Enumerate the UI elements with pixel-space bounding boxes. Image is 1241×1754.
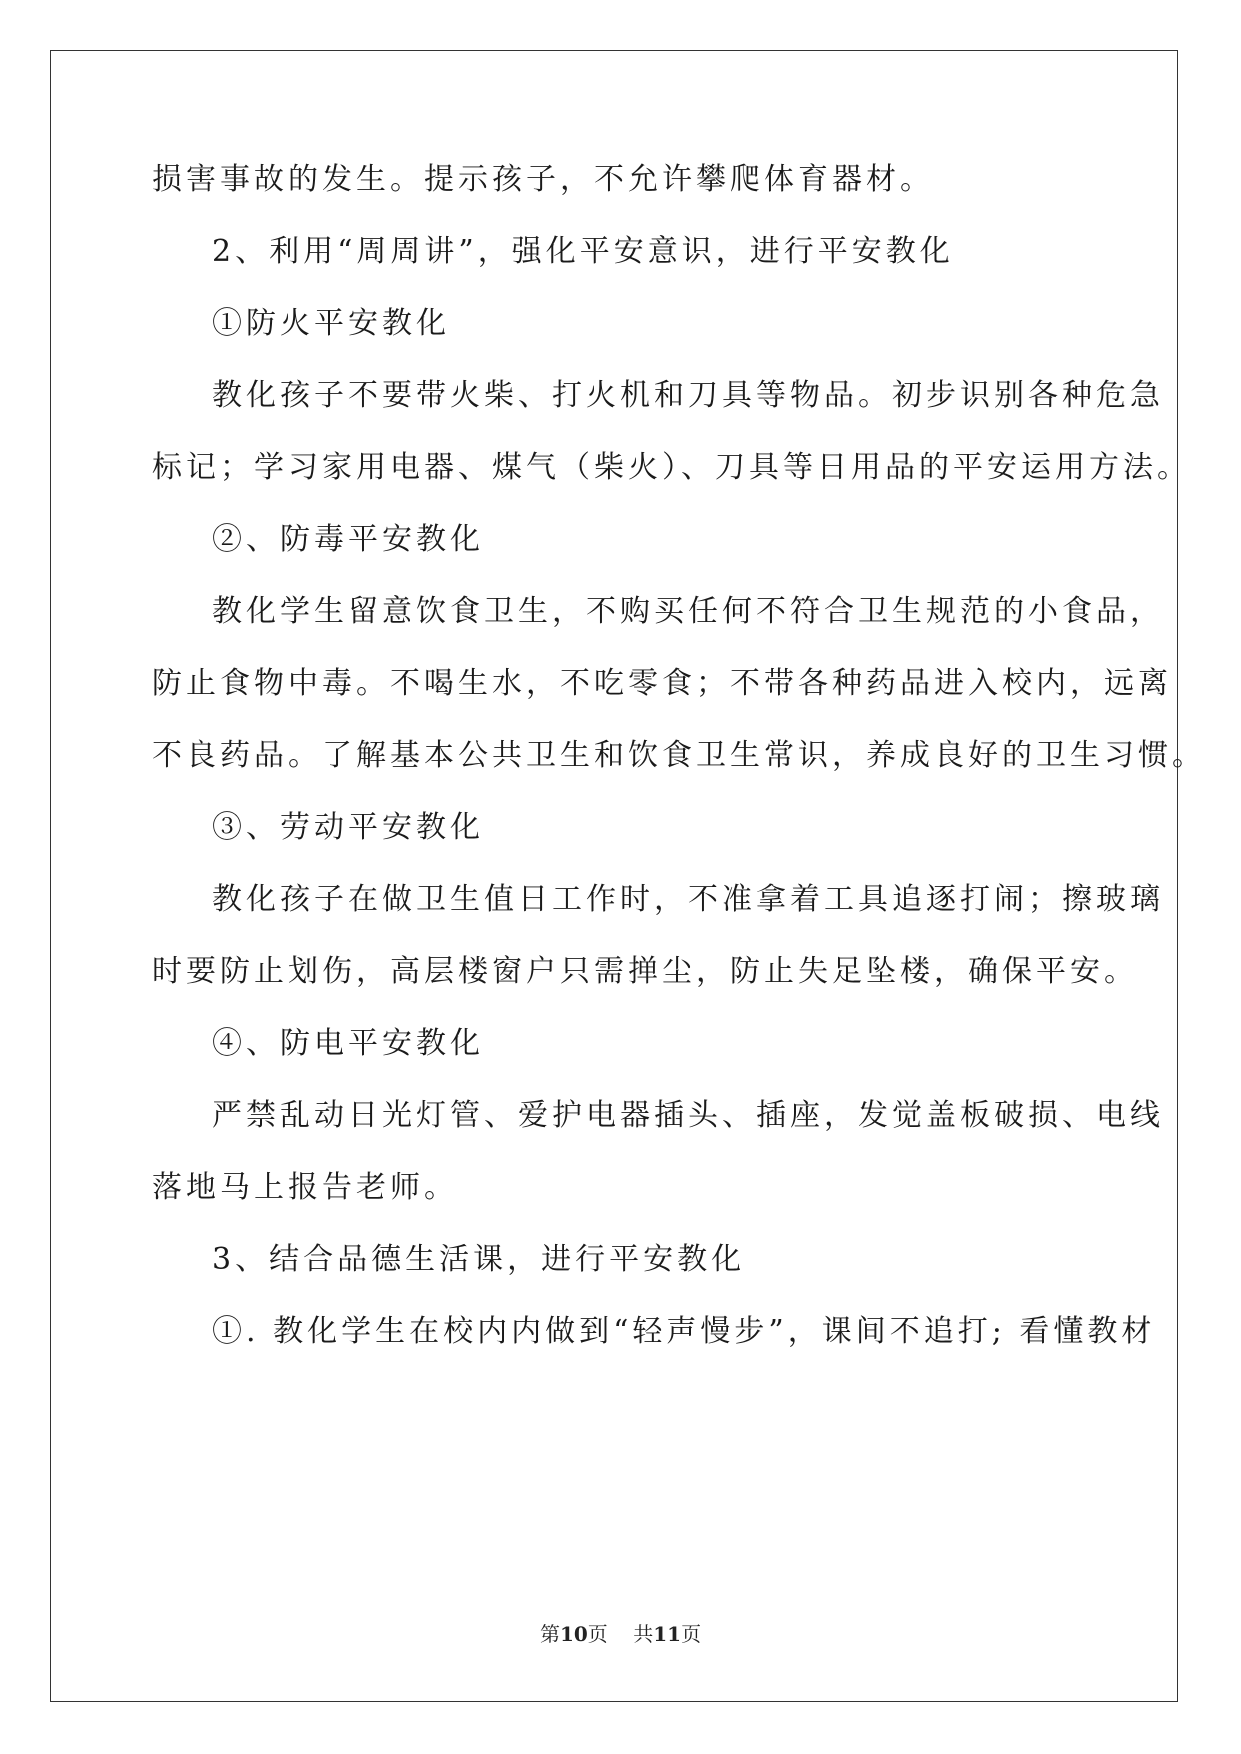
subheading-poison-safety: ②、防毒平安教化 bbox=[212, 522, 484, 557]
page-footer bbox=[0, 1620, 1241, 1648]
section-heading-3: 3、结合品德生活课，进行平安教化 bbox=[212, 1242, 746, 1277]
text-line-8: 防止食物中毒。不喝生水，不吃零食；不带各种药品进入校内，远离 bbox=[152, 666, 1172, 701]
footer-total-prefix: 共 bbox=[633, 1622, 654, 1646]
subheading-electric-safety: ④、防电平安教化 bbox=[212, 1026, 484, 1061]
section-heading-2: 2、利用“周周讲”，强化平安意识，进行平安教化 bbox=[212, 234, 954, 269]
footer-prefix: 第 bbox=[539, 1622, 560, 1646]
footer-total-pages: 11 bbox=[653, 1622, 682, 1646]
footer-page-unit: 页 bbox=[587, 1622, 608, 1646]
text-line-7: 教化学生留意饮食卫生，不购买任何不符合卫生规范的小食品， bbox=[212, 594, 1164, 629]
text-line-11: 教化孩子在做卫生值日工作时，不准拿着工具追逐打闹；擦玻璃 bbox=[212, 882, 1164, 917]
footer-total-unit: 页 bbox=[681, 1622, 702, 1646]
text-line-1: 损害事故的发生。提示孩子，不允许攀爬体育器材。 bbox=[152, 162, 934, 197]
text-line-9: 不良药品。了解基本公共卫生和饮食卫生常识，养成良好的卫生习惯。 bbox=[152, 738, 1206, 773]
text-line-17: ①. 教化学生在校内内做到“轻声慢步”，课间不追打; 看懂教材 bbox=[212, 1314, 1156, 1349]
page-border bbox=[50, 50, 1178, 1702]
text-line-5: 标记；学习家用电器、煤气（柴火）、刀具等日用品的平安运用方法。 bbox=[152, 450, 1191, 485]
text-line-4: 教化孩子不要带火柴、打火机和刀具等物品。初步识别各种危急 bbox=[212, 378, 1164, 413]
text-line-12: 时要防止划伤，高层楼窗户只需掸尘，防止失足坠楼，确保平安。 bbox=[152, 954, 1138, 989]
text-line-14: 严禁乱动日光灯管、爱护电器插头、插座，发觉盖板破损、电线 bbox=[212, 1098, 1164, 1133]
subheading-labor-safety: ③、劳动平安教化 bbox=[212, 810, 484, 845]
subheading-fire-safety: ①防火平安教化 bbox=[212, 306, 450, 341]
text-line-15: 落地马上报告老师。 bbox=[152, 1170, 458, 1205]
footer-page-number: 10 bbox=[559, 1622, 588, 1646]
